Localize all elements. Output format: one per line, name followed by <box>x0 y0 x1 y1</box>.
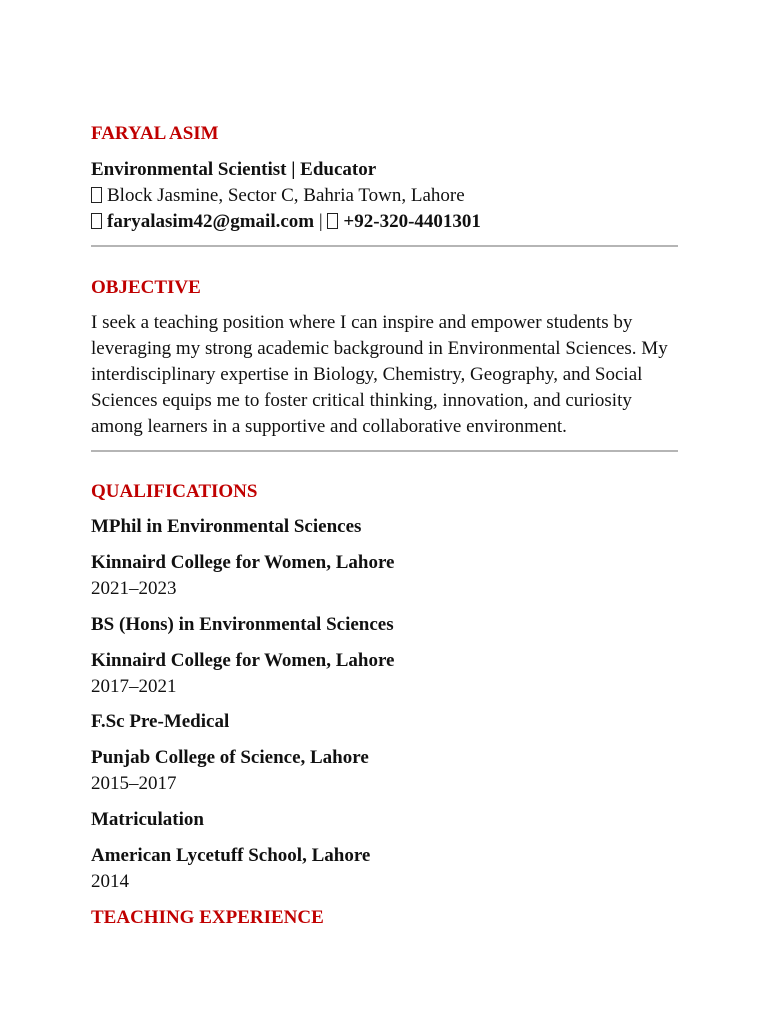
divider <box>91 245 678 247</box>
location-icon <box>91 187 102 203</box>
teaching-experience-heading: TEACHING EXPERIENCE <box>91 907 324 928</box>
objective-heading: OBJECTIVE <box>91 277 201 298</box>
email-icon <box>91 213 102 229</box>
institution-name: Kinnaird College for Women, Lahore <box>91 650 395 671</box>
phone-link[interactable]: +92-320-4401301 <box>343 211 481 232</box>
name-heading: FARYAL ASIM <box>91 123 219 144</box>
institution-name: American Lycetuff School, Lahore <box>91 845 371 866</box>
degree-title: MPhil in Environmental Sciences <box>91 516 362 537</box>
divider <box>91 450 678 452</box>
study-years: 2017–2021 <box>91 676 177 697</box>
institution-name: Punjab College of Science, Lahore <box>91 747 369 768</box>
study-years: 2021–2023 <box>91 578 177 599</box>
address-line <box>91 183 465 209</box>
address-text: Block Jasmine, Sector C, Bahria Town, Lahore <box>107 185 465 206</box>
objective-text: I seek a teaching position where I can inspire and empower students by leveraging my strong academic background in Environmental Sciences. My interdisciplinary expertise in Biology, Chemistry, Geography, and Social Sciences equips me to foster critical thinking, innovation, and curiosity among learners in a supportive and collaborative environment. <box>91 312 668 437</box>
degree-title: BS (Hons) in Environmental Sciences <box>91 614 394 635</box>
contact-separator: | <box>318 211 323 232</box>
contact-line <box>91 209 481 235</box>
study-years: 2015–2017 <box>91 773 177 794</box>
qualifications-heading: QUALIFICATIONS <box>91 481 258 502</box>
degree-title: Matriculation <box>91 809 204 830</box>
job-title: Environmental Scientist | Educator <box>91 159 377 180</box>
degree-title: F.Sc Pre-Medical <box>91 711 230 732</box>
phone-icon <box>327 213 338 229</box>
study-years: 2014 <box>91 871 129 892</box>
institution-name: Kinnaird College for Women, Lahore <box>91 552 395 573</box>
email-link[interactable]: faryalasim42@gmail.com <box>107 211 315 232</box>
